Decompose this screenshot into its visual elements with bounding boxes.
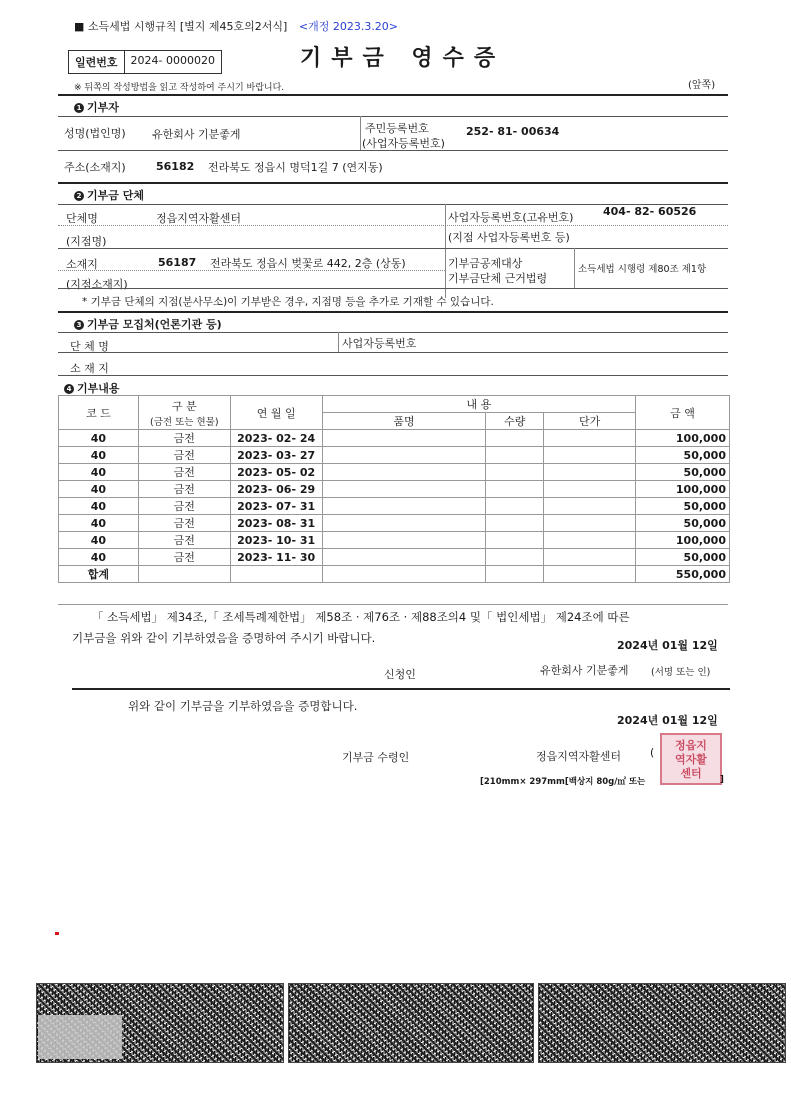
cell-code: 40 — [59, 481, 139, 498]
org-branch-reg-label: (지점 사업자등록번호 등) — [448, 231, 570, 244]
donor-id-value: 252- 81- 00634 — [466, 125, 560, 138]
section-title-text: 기부금 단체 — [87, 189, 144, 202]
org-address: 전라북도 정읍시 벚꽃로 442, 2층 (상동) — [210, 257, 406, 270]
section-org-title — [74, 187, 144, 203]
header-type — [138, 396, 230, 430]
divider — [58, 225, 728, 226]
cell-amount: 100,000 — [636, 430, 730, 447]
declaration-line-2: 기부금을 위와 같이 기부하였음을 증명하여 주시기 바랍니다. — [72, 631, 376, 645]
cell-type: 금전 — [138, 498, 230, 515]
cell-unit-price — [544, 430, 636, 447]
divider — [360, 116, 361, 150]
donor-address: 전라북도 정읍시 명덕1길 7 (연지동) — [208, 161, 383, 174]
cell-code: 40 — [59, 447, 139, 464]
cell-code: 40 — [59, 464, 139, 481]
divider — [338, 332, 339, 352]
scan-noise-strip — [538, 983, 786, 1063]
cell-date: 2023- 07- 31 — [230, 498, 322, 515]
section-number: 2 — [74, 191, 84, 201]
cell-date: 2023- 11- 30 — [230, 549, 322, 566]
section-collector-title — [74, 316, 222, 332]
cell-qty — [486, 498, 544, 515]
table-row — [59, 464, 730, 481]
table-row — [59, 481, 730, 498]
org-law-label-sub: 기부금단체 근거법령 — [448, 272, 548, 285]
donor-id-label-sub: (사업자등록번호) — [362, 137, 445, 150]
ink-mark — [55, 932, 59, 935]
header-item: 품명 — [322, 413, 486, 430]
cell-unit-price — [544, 532, 636, 549]
cell-qty — [486, 549, 544, 566]
divider — [58, 352, 728, 353]
divider — [58, 248, 728, 249]
org-law-value: 소득세법 시행령 제80조 제1항 — [578, 264, 707, 275]
section-number: 3 — [74, 320, 84, 330]
cell-type: 금전 — [138, 481, 230, 498]
cell-code: 40 — [59, 532, 139, 549]
table-row — [59, 515, 730, 532]
section-title-text: 기부내용 — [77, 382, 120, 395]
section-title-text: 기부금 모집처(언론기관 등) — [87, 318, 222, 331]
cell-amount: 100,000 — [636, 481, 730, 498]
divider — [574, 248, 575, 288]
total-label: 합계 — [59, 566, 139, 583]
serial-value: 2024- 0000020 — [130, 54, 215, 67]
cell-amount: 50,000 — [636, 498, 730, 515]
divider — [58, 311, 728, 313]
table-row — [59, 447, 730, 464]
cell-qty — [486, 430, 544, 447]
cell-amount: 50,000 — [636, 515, 730, 532]
paren-open: ( — [650, 746, 655, 759]
cell-date: 2023- 08- 31 — [230, 515, 322, 532]
certification-date: 2024년 01월 12일 — [617, 714, 718, 727]
org-name: 정읍지역자활센터 — [156, 212, 242, 225]
divider — [72, 688, 730, 690]
org-footnote: * 기부금 단체의 지점(분사무소)이 기부받은 경우, 지점명 등을 추가로 기재할 수 있습니다. — [82, 296, 494, 308]
cell-date: 2023- 10- 31 — [230, 532, 322, 549]
cell-amount: 50,000 — [636, 447, 730, 464]
cell-unit-price — [544, 464, 636, 481]
revision-note: <개정 2023.3.20> — [298, 20, 399, 33]
table-row — [59, 532, 730, 549]
section-details-title — [64, 380, 120, 396]
cell-type: 금전 — [138, 464, 230, 481]
org-address-label: 소재지 — [66, 258, 98, 271]
cell-qty — [486, 532, 544, 549]
recipient-name: 정읍지역자활센터 — [536, 750, 622, 763]
org-name-label: 단체명 — [66, 212, 98, 225]
cell-date: 2023- 02- 24 — [230, 430, 322, 447]
total-row — [59, 566, 730, 583]
cell-type: 금전 — [138, 549, 230, 566]
cell-code: 40 — [59, 549, 139, 566]
cell-amount: 50,000 — [636, 549, 730, 566]
org-branch-label: (지점명) — [66, 235, 107, 248]
cell-unit-price — [544, 515, 636, 532]
section-number: 4 — [64, 384, 74, 394]
certification-text: 위와 같이 기부금을 기부하였음을 증명합니다. — [128, 699, 358, 713]
cell-type: 금전 — [138, 447, 230, 464]
cell-item — [322, 515, 486, 532]
header-qty: 수량 — [486, 413, 544, 430]
donor-id-label: 주민등록번호 — [365, 122, 429, 135]
applicant-name: 유한회사 기분좋게 — [540, 664, 629, 677]
divider — [58, 116, 728, 117]
table-row — [59, 549, 730, 566]
table-row — [59, 498, 730, 515]
divider — [58, 375, 728, 376]
header-type-sub: (금전 또는 현물) — [150, 416, 219, 428]
org-branch-address-label: (지점소재지) — [66, 278, 128, 291]
cell-qty — [486, 464, 544, 481]
org-law-label: 기부금공제대상 — [448, 257, 523, 270]
cell-code: 40 — [59, 430, 139, 447]
cell-date: 2023- 06- 29 — [230, 481, 322, 498]
paper-spec-end: ] — [720, 775, 724, 785]
section-donor-title — [74, 99, 119, 115]
cell-qty — [486, 447, 544, 464]
divider — [58, 94, 728, 96]
cell-date: 2023- 05- 02 — [230, 464, 322, 481]
form-reference — [74, 18, 398, 34]
section-number: 1 — [74, 103, 84, 113]
cell-amount: 50,000 — [636, 464, 730, 481]
org-reg-value: 404- 82- 60526 — [603, 205, 697, 218]
cell-type: 금전 — [138, 532, 230, 549]
recipient-label: 기부금 수령인 — [342, 751, 410, 764]
divider — [58, 150, 728, 151]
section-title-text: 기부자 — [87, 101, 119, 114]
header-content: 내 용 — [322, 396, 635, 413]
total-amount: 550,000 — [636, 566, 730, 583]
divider — [58, 182, 728, 184]
cell-item — [322, 498, 486, 515]
page-side-label: (앞쪽) — [688, 80, 716, 91]
cell-type: 금전 — [138, 515, 230, 532]
cell-qty — [486, 515, 544, 532]
declaration-date: 2024년 01월 12일 — [617, 639, 718, 652]
cell-unit-price — [544, 498, 636, 515]
cell-date: 2023- 03- 27 — [230, 447, 322, 464]
cell-item — [322, 464, 486, 481]
cell-unit-price — [544, 447, 636, 464]
serial-label: 일련번호 — [69, 51, 125, 73]
donor-name-label: 성명(법인명) — [64, 127, 126, 140]
cell-item — [322, 447, 486, 464]
cell-item — [322, 549, 486, 566]
header-code: 코 드 — [59, 396, 139, 430]
donor-address-label: 주소(소재지) — [64, 161, 126, 174]
table-header-row — [59, 396, 730, 413]
cell-qty — [486, 481, 544, 498]
collector-reg-label: 사업자등록번호 — [342, 337, 417, 350]
donation-table — [58, 395, 730, 583]
table-row — [59, 430, 730, 447]
cell-code: 40 — [59, 515, 139, 532]
org-reg-label: 사업자등록번호(고유번호) — [448, 211, 574, 224]
cell-unit-price — [544, 481, 636, 498]
cell-type: 금전 — [138, 430, 230, 447]
collector-address-label: 소 재 지 — [70, 362, 109, 375]
header-type-text: 구 분 — [171, 399, 197, 413]
cell-item — [322, 430, 486, 447]
redacted-block — [38, 1015, 122, 1059]
serial-number-box — [68, 50, 222, 74]
cell-item — [322, 481, 486, 498]
writing-notice: ※ 뒤쪽의 작성방법을 읽고 작성하여 주시기 바랍니다. — [74, 83, 285, 93]
divider — [445, 204, 446, 298]
header-unit-price: 단가 — [544, 413, 636, 430]
divider — [58, 604, 728, 605]
cell-amount: 100,000 — [636, 532, 730, 549]
divider — [58, 270, 445, 271]
scan-noise-strip — [288, 983, 534, 1063]
divider — [58, 332, 728, 333]
org-zip: 56187 — [158, 256, 197, 269]
header-date: 연 월 일 — [230, 396, 322, 430]
cell-unit-price — [544, 549, 636, 566]
paper-spec: [210mm× 297mm[백상지 80g/㎡ 또는 — [480, 777, 646, 787]
cell-code: 40 — [59, 498, 139, 515]
official-seal-stamp: 정읍지 역자활 센터 — [660, 733, 722, 785]
donor-zip: 56182 — [156, 160, 195, 173]
form-ref-text: ■ 소득세법 시행규칙 [별지 제45호의2서식] — [74, 20, 288, 33]
page-title: 기부금 영수증 — [300, 46, 506, 71]
cell-item — [322, 532, 486, 549]
declaration-line-1: 「 소득세법」 제34조,「 조세특례제한법」 제58조 · 제76조 · 제88조의4 및「 법인세법」 제24조에 따른 — [92, 610, 630, 624]
collector-name-label: 단 체 명 — [70, 340, 109, 353]
sign-note: (서명 또는 인) — [651, 667, 711, 678]
divider — [58, 288, 728, 289]
applicant-label: 신청인 — [384, 668, 416, 681]
header-amount: 금 액 — [636, 396, 730, 430]
donor-name: 유한회사 기분좋게 — [152, 128, 241, 141]
